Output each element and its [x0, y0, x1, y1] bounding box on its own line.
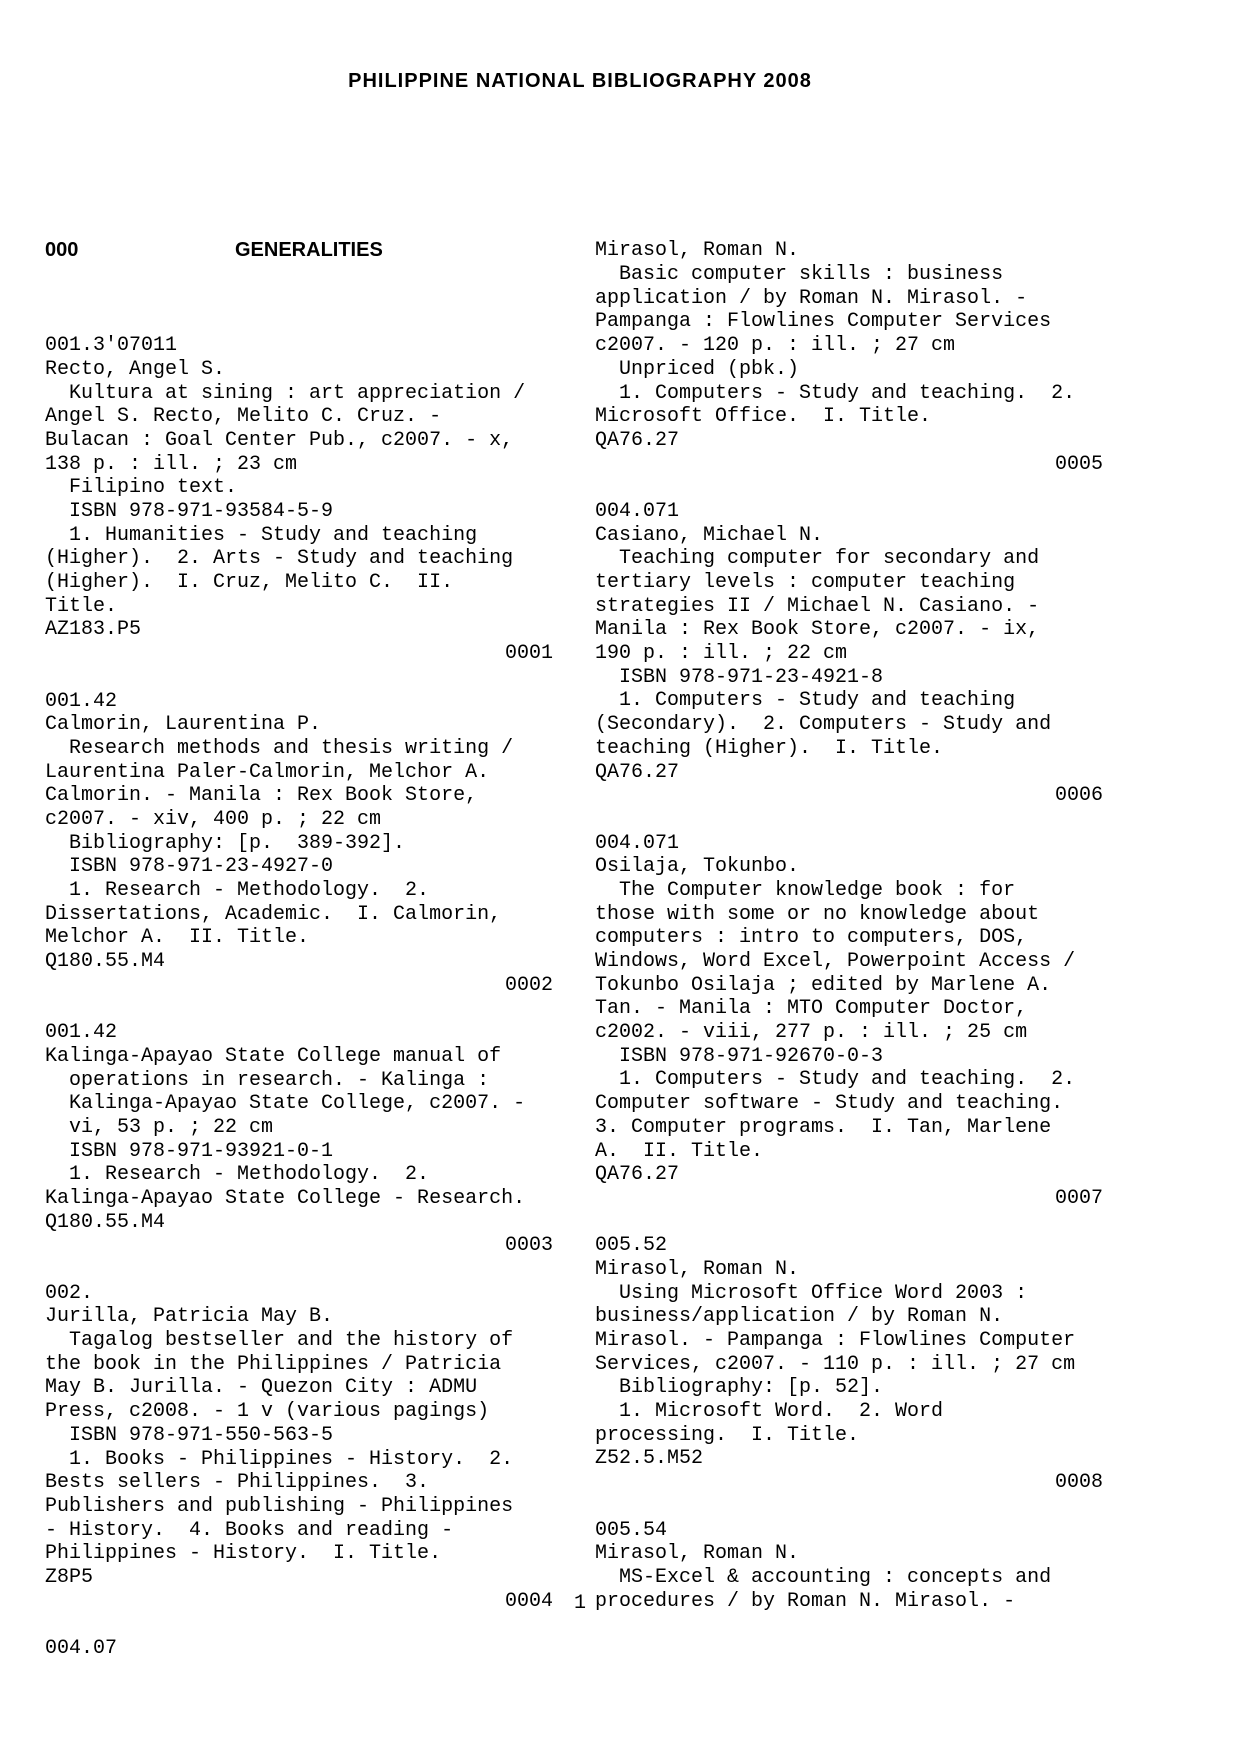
entry-line: 0005: [1054, 452, 1103, 476]
entry-line: Angel S. Recto, Melito C. Cruz. -: [45, 405, 442, 429]
entry-line: Q180.55.M4: [45, 1210, 166, 1234]
entry-line: tertiary levels : computer teaching: [595, 571, 1016, 595]
entry-line: 0003: [504, 1234, 553, 1258]
entry-line: Microsoft Office. I. Title.: [595, 405, 932, 429]
entry-line: 138 p. : ill. ; 23 cm: [45, 452, 298, 476]
entry-line: Kultura at sining : art appreciation /: [45, 381, 526, 405]
entry-line: 190 p. : ill. ; 22 cm: [595, 642, 848, 666]
entry-line: 1. Humanities - Study and teaching: [45, 523, 478, 547]
entry-line: Calmorin. - Manila : Rex Book Store,: [45, 784, 478, 808]
entry-line: 004.07: [45, 1637, 118, 1660]
entry-line: ISBN 978-971-550-563-5: [45, 1423, 334, 1447]
entry-line: procedures / by Roman N. Mirasol. -: [595, 1589, 1016, 1613]
entry-line: 0001: [504, 642, 553, 666]
entry-line: Mirasol. - Pampanga : Flowlines Computer: [595, 1329, 1076, 1353]
page-title: PHILIPPINE NATIONAL BIBLIOGRAPHY 2008: [348, 70, 812, 92]
entry-line: [45, 997, 553, 1021]
entry-line: May B. Jurilla. - Quezon City : ADMU: [45, 1376, 478, 1400]
entry-line: 0008: [1054, 1471, 1103, 1495]
entry-line: 1. Research - Methodology. 2.: [45, 879, 430, 902]
entry-line: A. II. Title.: [595, 1139, 764, 1163]
page-number: 1: [573, 1592, 586, 1615]
entry-line: 004.071: [595, 831, 680, 855]
entry-line: Tan. - Manila : MTO Computer Doctor,: [595, 997, 1028, 1021]
entry-line: Manila : Rex Book Store, c2007. - ix,: [595, 618, 1040, 642]
entry-line: 1. Computers - Study and teaching. 2.: [595, 1068, 1076, 1092]
entry-line: [595, 1495, 1103, 1519]
entry-line: c2002. - viii, 277 p. : ill. ; 25 cm: [595, 1021, 1028, 1045]
entry-line: 3. Computer programs. I. Tan, Marlene: [595, 1115, 1052, 1139]
right-column: [595, 192, 1103, 1637]
entry-line: Recto, Angel S.: [45, 357, 226, 381]
entry-line: Z52.5.M52: [595, 1447, 704, 1471]
entry-line: ISBN 978-971-93584-5-9: [45, 500, 334, 523]
entry-line: Q180.55.M4: [45, 950, 166, 974]
entry-line: 1. Books - Philippines - History. 2.: [45, 1447, 514, 1471]
entry-line: Pampanga : Flowlines Computer Services: [595, 310, 1052, 334]
entry-line: Calmorin, Laurentina P.: [45, 713, 322, 737]
entry-line: Bibliography: [p. 389-392].: [45, 831, 406, 855]
entry-line: 002.: [45, 1281, 94, 1305]
entry-line: Computer software - Study and teaching.: [595, 1092, 1064, 1116]
entry-line: (Higher). 2. Arts - Study and teaching: [45, 547, 514, 571]
entry-line: c2007. - xiv, 400 p. ; 22 cm: [45, 807, 382, 831]
entry-line: 1. Computers - Study and teaching: [595, 689, 1016, 713]
entry-line: ISBN 978-971-23-4927-0: [45, 855, 334, 879]
entry-line: 001.42: [45, 1021, 118, 1045]
entry-line: [45, 1258, 553, 1282]
entry-line: 004.071: [595, 499, 680, 523]
entry-line: Kalinga-Apayao State College manual of: [45, 1044, 502, 1068]
entry-line: AZ183.P5: [45, 618, 142, 642]
entry-line: [45, 1613, 553, 1637]
entry-line: Bibliography: [p. 52].: [595, 1376, 884, 1400]
entry-line: Services, c2007. - 110 p. : ill. ; 27 cm: [595, 1352, 1076, 1376]
entry-line: Philippines - History. I. Title.: [45, 1542, 442, 1566]
entry-line: Jurilla, Patricia May B.: [45, 1305, 334, 1329]
entry-line: 0004: [504, 1589, 553, 1613]
entry-line: Tokunbo Osilaja ; edited by Marlene A.: [595, 973, 1052, 997]
entry-line: Unpriced (pbk.): [595, 357, 800, 381]
entry-line: Publishers and publishing - Philippines: [45, 1494, 514, 1518]
entry-line: those with some or no knowledge about: [595, 902, 1040, 926]
entry-line: business/application / by Roman N.: [595, 1305, 1004, 1329]
section-code: 000: [45, 239, 79, 262]
right-entries: [595, 239, 1103, 1613]
entry-line: Research methods and thesis writing /: [45, 736, 514, 760]
entry-line: application / by Roman N. Mirasol. -: [595, 286, 1028, 310]
entry-line: Windows, Word Excel, Powerpoint Access /: [595, 950, 1076, 974]
entry-line: [595, 476, 1103, 500]
section-heading: [45, 239, 553, 263]
entry-line: Kalinga-Apayao State College, c2007. -: [45, 1092, 526, 1116]
entry-line: Basic computer skills : business: [595, 263, 1004, 287]
entry-line: Using Microsoft Office Word 2003 :: [595, 1281, 1028, 1305]
entry-line: Filipino text.: [45, 476, 238, 500]
entry-line: Laurentina Paler-Calmorin, Melchor A.: [45, 760, 490, 784]
entry-line: Tagalog bestseller and the history of: [45, 1329, 514, 1353]
entry-line: (Higher). I. Cruz, Melito C. II.: [45, 571, 454, 595]
entry-line: vi, 53 p. ; 22 cm: [45, 1115, 274, 1139]
entry-line: (Secondary). 2. Computers - Study and: [595, 713, 1052, 737]
entry-line: Mirasol, Roman N.: [595, 1257, 800, 1281]
entry-line: the book in the Philippines / Patricia: [45, 1352, 502, 1376]
entry-line: [595, 808, 1103, 832]
entry-line: QA76.27: [595, 760, 680, 784]
entry-line: 0007: [1054, 1186, 1103, 1210]
entry-line: ISBN 978-971-93921-0-1: [45, 1139, 334, 1163]
entry-line: Bests sellers - Philippines. 3.: [45, 1471, 430, 1495]
entry-line: Z8P5: [45, 1565, 94, 1589]
entry-line: Mirasol, Roman N.: [595, 239, 800, 263]
left-entries: [45, 311, 553, 1661]
entry-line: c2007. - 120 p. : ill. ; 27 cm: [595, 334, 956, 358]
entry-line: Osilaja, Tokunbo.: [595, 855, 800, 879]
entry-line: 001.3'07011: [45, 334, 178, 358]
entry-line: Dissertations, Academic. I. Calmorin,: [45, 902, 502, 926]
entry-line: 005.54: [595, 1518, 668, 1542]
entry-line: The Computer knowledge book : for: [595, 878, 1016, 902]
entry-line: [45, 311, 553, 335]
entry-line: Mirasol, Roman N.: [595, 1542, 800, 1566]
entry-line: [45, 666, 553, 690]
entry-line: QA76.27: [595, 428, 680, 452]
entry-line: 1. Research - Methodology. 2.: [45, 1163, 430, 1187]
entry-line: 1. Computers - Study and teaching. 2.: [595, 381, 1076, 405]
entry-line: teaching (Higher). I. Title.: [595, 736, 944, 760]
entry-line: Kalinga-Apayao State College - Research.: [45, 1186, 526, 1210]
left-column: [45, 192, 553, 1684]
entry-line: operations in research. - Kalinga :: [45, 1068, 490, 1092]
entry-line: 0006: [1054, 784, 1103, 808]
entry-line: 0002: [504, 973, 553, 997]
entry-line: Press, c2008. - 1 v (various pagings): [45, 1400, 490, 1424]
entry-line: Melchor A. II. Title.: [45, 926, 310, 950]
entry-line: - History. 4. Books and reading -: [45, 1518, 454, 1542]
entry-line: QA76.27: [595, 1163, 680, 1187]
entry-line: ISBN 978-971-92670-0-3: [595, 1044, 884, 1068]
entry-line: [595, 1211, 1103, 1235]
entry-line: 1. Microsoft Word. 2. Word: [595, 1400, 944, 1424]
entry-line: Bulacan : Goal Center Pub., c2007. - x,: [45, 428, 514, 452]
entry-line: ISBN 978-971-23-4921-8: [595, 665, 884, 689]
entry-line: strategies II / Michael N. Casiano. -: [595, 594, 1040, 618]
entry-line: Casiano, Michael N.: [595, 523, 824, 547]
entry-line: Title.: [45, 594, 118, 618]
entry-line: 005.52: [595, 1234, 668, 1258]
entry-line: computers : intro to computers, DOS,: [595, 926, 1028, 950]
section-name: GENERALITIES: [235, 239, 383, 262]
entry-line: 001.42: [45, 689, 118, 713]
entry-line: processing. I. Title.: [595, 1423, 860, 1447]
entry-line: MS-Excel & accounting : concepts and: [595, 1565, 1052, 1589]
entry-line: Teaching computer for secondary and: [595, 547, 1040, 571]
